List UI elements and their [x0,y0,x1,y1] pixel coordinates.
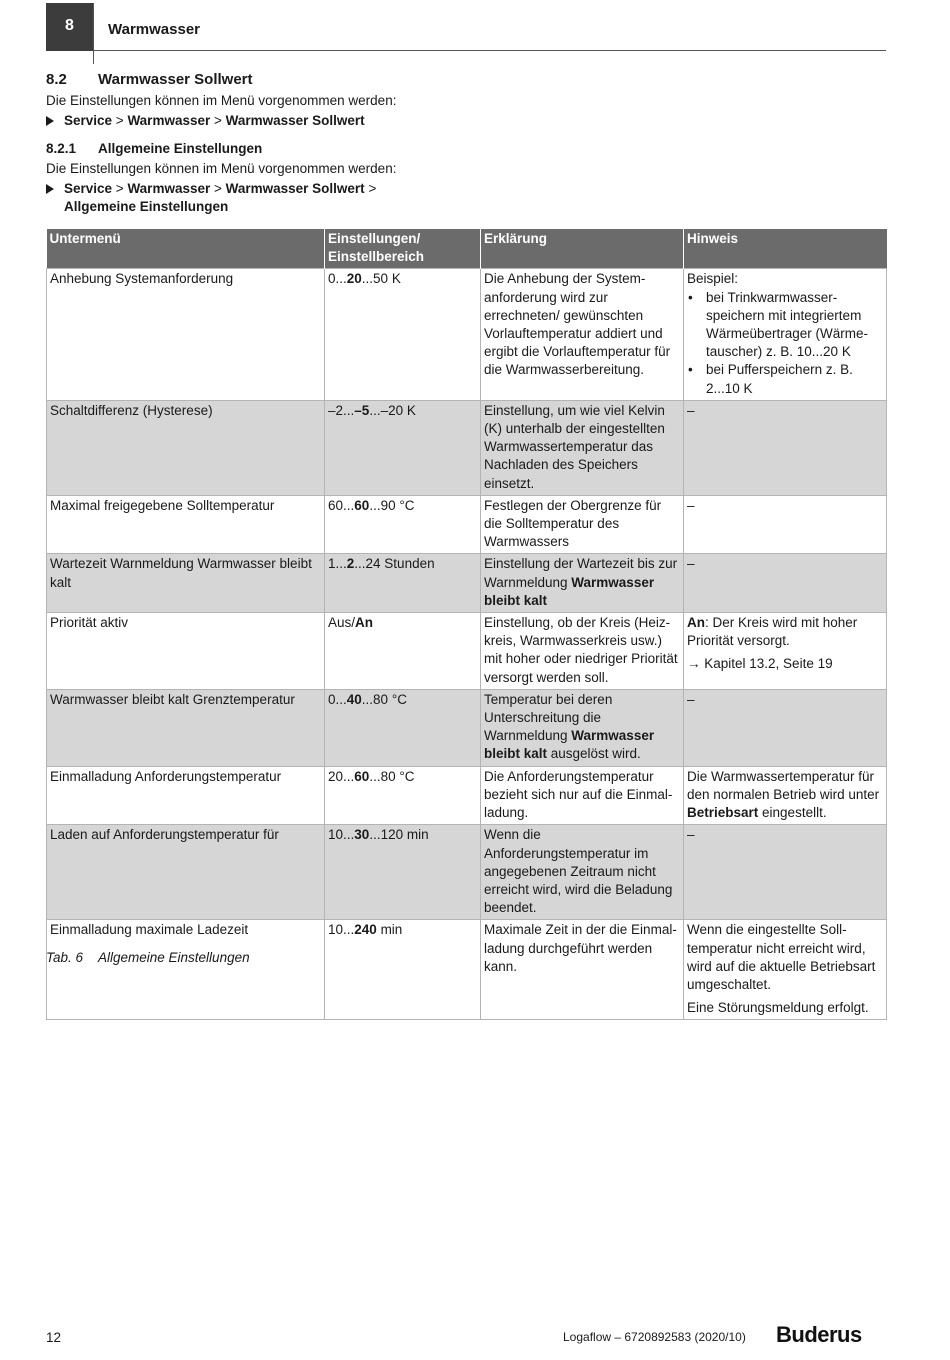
cell-range: 10...240 min [325,920,481,1020]
cell-menu: Priorität aktiv [47,613,325,690]
cell-note [684,269,887,400]
header-rule [93,50,886,51]
cell-range: Aus/An [325,613,481,690]
table-header-row [47,229,887,269]
arrow-right-icon [46,116,54,126]
chapter-title: Warmwasser [108,21,200,38]
section-title: Warmwasser Sollwert [98,71,253,88]
cell-note: – [684,825,887,920]
subsection-menu-path [46,180,446,216]
cell-range: –2...–5...–20 K [325,400,481,495]
cell-note: – [684,689,887,766]
cell-menu: Maximal freigegebene Solltemperatur [47,495,325,554]
cell-range: 60...60...90 °C [325,495,481,554]
caption-label: Tab. 6 [46,950,84,965]
list-item: • bei Pufferspeichern z. B. 2...10 K [687,361,883,397]
cell-menu: Schaltdifferenz (Hysterese) [47,400,325,495]
table-row [47,495,887,554]
cell-note: – [684,400,887,495]
table-row [47,269,887,400]
menu-path-separator: > [112,181,128,196]
arrow-right-icon [46,184,54,194]
column-header: Untermenü [47,229,325,269]
cell-menu: Warmwasser bleibt kalt Grenztemperatur [47,689,325,766]
subsection-number: 8.2.1 [46,141,77,156]
cross-reference-link[interactable]: → Kapitel 13.2, Seite 19 [687,656,833,672]
chapter-number: 8 [46,3,93,51]
table-row [47,920,887,1020]
cell-explanation: Wenn die Anforderungstemperatur im angegebenen Zeitraum nicht erreicht wird, wird die Beladung beendet. [481,825,684,920]
cell-range: 0...20...50 K [325,269,481,400]
settings-table [46,229,887,1020]
cell-menu: Anhebung Systemanforderung [47,269,325,400]
header-divider-vertical [93,3,94,64]
note-list [687,289,883,398]
caption-text: Allgemeine Einstellungen [98,950,250,965]
cell-explanation: Die Anforderungstemperatur bezieht sich nur auf die Einmalladung. [481,766,684,825]
table-row [47,613,887,690]
table-row [47,825,887,920]
cell-explanation: Einstellung, ob der Kreis (Heizkreis, Warmwasserkreis usw.) mit hoher oder niedriger Priorität versorgt werden soll. [481,613,684,690]
menu-path-separator: > [210,113,226,128]
menu-path-separator: > [210,181,226,196]
section-menu-path [46,112,866,130]
menu-path-item: Service [64,113,113,128]
column-header: Hinweis [684,229,887,269]
brand-logo: Buderus [776,1322,862,1347]
cell-range: 0...40...80 °C [325,689,481,766]
cell-explanation: Die Anhebung der Systemanforderung wird zur errechneten/ gewünschten Vorlauftemperatur addiert und ergibt die Vorlauftemperatur für die Warmwasserbereitung. [481,269,684,400]
table-caption [46,950,250,965]
subsection-title: Allgemeine Einstellungen [98,141,263,156]
menu-path-item: Warmwasser Sollwert [225,113,365,128]
menu-path-separator: > [112,113,128,128]
cell-note: Die Warmwassertemperatur für den normalen Betrieb wird unter Betriebsart eingestellt. [684,766,887,825]
cell-range: 1...2...24 Stunden [325,554,481,613]
note-lead: Beispiel: [687,271,739,287]
menu-path-item: Warmwasser Sollwert [225,181,365,196]
cell-note: – [684,495,887,554]
column-header: Erklärung [481,229,684,269]
table-row [47,400,887,495]
table-row [47,689,887,766]
section-number: 8.2 [46,71,67,88]
column-header: Einstellungen/ Einstellbereich [325,229,481,269]
cell-note: – [684,554,887,613]
menu-path-item: Allgemeine Einstellungen [64,199,229,214]
cell-explanation: Einstellung der Wartezeit bis zur Warnmeldung Warmwasser bleibt kalt [481,554,684,613]
list-item: • bei Trinkwarmwasserspeichern mit integriertem Wärmeübertrager (Wärmetauscher) z. B. 10...20 K [687,289,883,362]
cell-explanation: Einstellung, um wie viel Kelvin (K) unterhalb der eingestellten Warmwassertemperatur das Nachladen des Speichers einsetzt. [481,400,684,495]
cell-note: An: Der Kreis wird mit hoher Priorität versorgt. → Kapitel 13.2, Seite 19 [684,613,887,690]
menu-path-item: Service [64,181,113,196]
section-intro: Die Einstellungen können im Menü vorgenommen werden: [46,93,397,108]
menu-path-item: Warmwasser [127,181,211,196]
subsection-intro: Die Einstellungen können im Menü vorgenommen werden: [46,161,397,176]
table-row [47,554,887,613]
cell-menu: Laden auf Anforderungstemperatur für [47,825,325,920]
cell-menu: Einmalladung maximale Ladezeit [47,920,325,1020]
menu-path-separator: > [364,181,377,196]
cell-menu: Wartezeit Warnmeldung Warmwasser bleibt kalt [47,554,325,613]
cell-explanation: Temperatur bei deren Unterschreitung die Warnmeldung Warmwasser bleibt kalt ausgelöst wird. [481,689,684,766]
cell-menu: Einmalladung Anforderungstemperatur [47,766,325,825]
menu-path-item: Warmwasser [127,113,211,128]
cell-range: 20...60...80 °C [325,766,481,825]
cell-note: Wenn die eingestellte Solltemperatur nicht erreicht wird, wird auf die aktuelle Betriebsart umgeschaltet. Eine Störungsmeldung erfolgt. [684,920,887,1020]
page-number: 12 [46,1330,62,1345]
table-row [47,766,887,825]
cell-explanation: Maximale Zeit in der die Einmalladung durchgeführt werden kann. [481,920,684,1020]
document-id: Logaflow – 6720892583 (2020/10) [563,1330,746,1344]
cell-range: 10...30...120 min [325,825,481,920]
cell-explanation: Festlegen der Obergrenze für die Solltemperatur des Warmwassers [481,495,684,554]
